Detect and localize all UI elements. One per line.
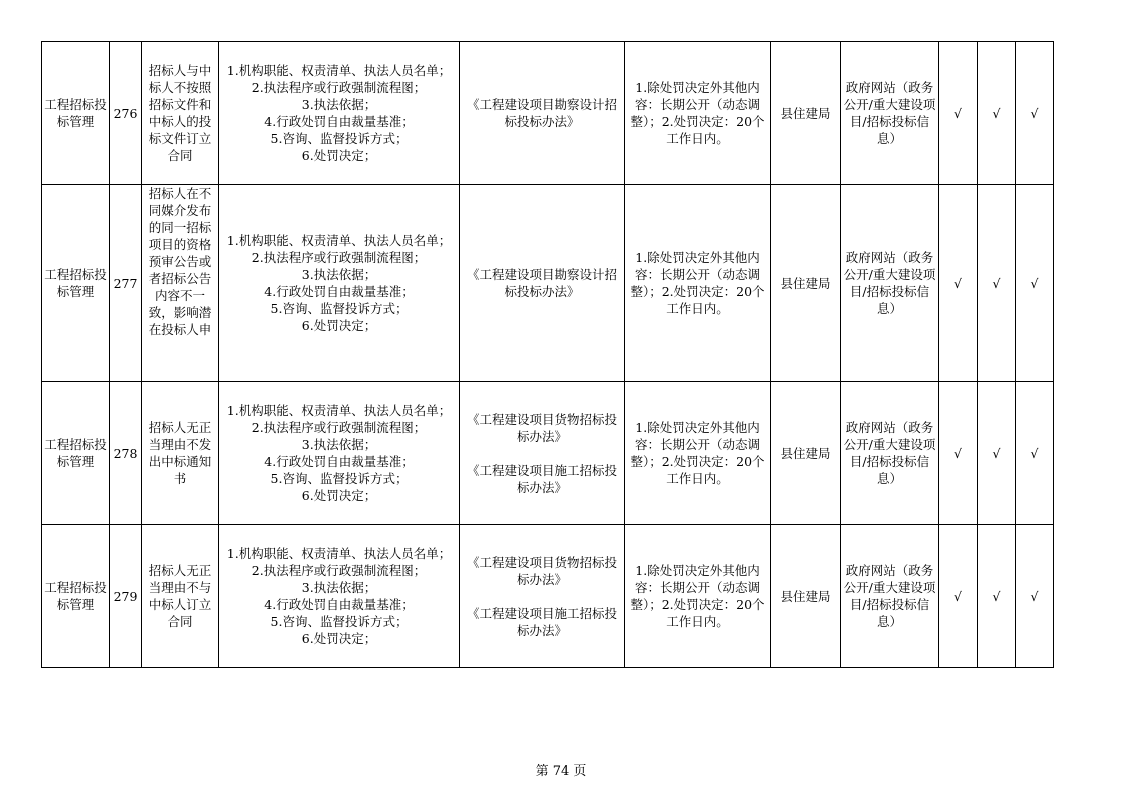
check-mark-cell: √: [1016, 382, 1054, 525]
basis-line: 《工程建设项目勘察设计招标投标办法》: [466, 97, 617, 129]
check-mark-cell: √: [939, 525, 978, 668]
subject-text: 招标人在不同媒介发布的同一招标项目的资格预审公告或者招标公告内容不一致，影响潜在投标人申: [148, 186, 212, 337]
check-mark-cell: √: [1016, 42, 1054, 185]
check-mark-cell: √: [1016, 525, 1054, 668]
content-line: 6.处罚决定；: [301, 488, 377, 503]
check-mark-cell: √: [939, 42, 978, 185]
check-mark-cell: √: [978, 382, 1016, 525]
content-line: 2.执法程序或行政强制流程图；: [251, 250, 427, 265]
table-row: [42, 525, 1054, 668]
timeframe-cell: 1.除处罚决定外其他内容：长期公开（动态调整）；2.处罚决定：20个工作日内。: [625, 185, 771, 382]
channel-cell: 政府网站（政务公开/重大建设项目/招标投标信息）: [841, 42, 939, 185]
basis-line: 《工程建设项目货物招标投标办法》: [466, 554, 617, 587]
content-line: 1.机构职能、权责清单、执法人员名单；: [226, 403, 452, 418]
subject-cell: [142, 185, 219, 382]
channel-cell: 政府网站（政务公开/重大建设项目/招标投标信息）: [841, 525, 939, 668]
disclosure-content-cell: [219, 525, 460, 668]
content-line: 1.机构职能、权责清单、执法人员名单；: [226, 63, 452, 78]
channel-cell: 政府网站（政务公开/重大建设项目/招标投标信息）: [841, 382, 939, 525]
content-line: 2.执法程序或行政强制流程图；: [251, 420, 427, 435]
item-number-cell: 276: [110, 42, 142, 185]
check-mark-cell: √: [978, 42, 1016, 185]
legal-basis-cell: [460, 382, 625, 525]
content-line: 3.执法依据；: [301, 97, 377, 112]
agency-cell: 县住建局: [771, 525, 841, 668]
disclosure-table: [41, 41, 1054, 668]
content-line: 5.咨询、监督投诉方式；: [270, 131, 408, 146]
basis-line: 《工程建设项目施工招标投标办法》: [466, 462, 617, 495]
content-line: 6.处罚决定；: [301, 631, 377, 646]
subject-cell: 招标人无正当理由不发出中标通知书: [142, 382, 219, 525]
content-line: 4.行政处罚自由裁量基准；: [264, 114, 414, 129]
table-row: [42, 185, 1054, 382]
check-mark-cell: √: [978, 525, 1016, 668]
category-cell: 工程招标投标管理: [42, 185, 110, 382]
page-number: 第 74 页: [535, 764, 587, 779]
basis-line: 《工程建设项目勘察设计招标投标办法》: [466, 267, 617, 299]
basis-line: 《工程建设项目施工招标投标办法》: [466, 605, 617, 638]
content-line: 2.执法程序或行政强制流程图；: [251, 563, 427, 578]
item-number-cell: 278: [110, 382, 142, 525]
legal-basis-cell: [460, 525, 625, 668]
content-line: 4.行政处罚自由裁量基准；: [264, 284, 414, 299]
check-mark-cell: √: [939, 185, 978, 382]
timeframe-cell: 1.除处罚决定外其他内容：长期公开（动态调整）；2.处罚决定：20个工作日内。: [625, 382, 771, 525]
content-line: 6.处罚决定；: [301, 318, 377, 333]
disclosure-content-cell: [219, 42, 460, 185]
channel-cell: 政府网站（政务公开/重大建设项目/招标投标信息）: [841, 185, 939, 382]
legal-basis-cell: [460, 42, 625, 185]
category-cell: 工程招标投标管理: [42, 525, 110, 668]
basis-line: 《工程建设项目货物招标投标办法》: [466, 411, 617, 444]
agency-cell: 县住建局: [771, 185, 841, 382]
content-line: 5.咨询、监督投诉方式；: [270, 471, 408, 486]
basis-spacer: [462, 445, 622, 462]
content-line: 3.执法依据；: [301, 580, 377, 595]
item-number-cell: 277: [110, 185, 142, 382]
subject-cell: 招标人无正当理由不与中标人订立合同: [142, 525, 219, 668]
content-line: 4.行政处罚自由裁量基准；: [264, 597, 414, 612]
subject-cell: 招标人与中标人不按照招标文件和中标人的投标文件订立合同: [142, 42, 219, 185]
check-mark-cell: √: [939, 382, 978, 525]
content-line: 1.机构职能、权责清单、执法人员名单；: [226, 233, 452, 248]
content-line: 5.咨询、监督投诉方式；: [270, 614, 408, 629]
content-line: 1.机构职能、权责清单、执法人员名单；: [226, 546, 452, 561]
timeframe-cell: 1.除处罚决定外其他内容：长期公开（动态调整）；2.处罚决定：20个工作日内。: [625, 42, 771, 185]
table-row: [42, 382, 1054, 525]
item-number-cell: 279: [110, 525, 142, 668]
content-line: 4.行政处罚自由裁量基准；: [264, 454, 414, 469]
content-line: 3.执法依据；: [301, 267, 377, 282]
legal-basis-cell: [460, 185, 625, 382]
check-mark-cell: √: [1016, 185, 1054, 382]
agency-cell: 县住建局: [771, 382, 841, 525]
agency-cell: 县住建局: [771, 42, 841, 185]
content-line: 6.处罚决定；: [301, 148, 377, 163]
category-cell: 工程招标投标管理: [42, 42, 110, 185]
content-line: 3.执法依据；: [301, 437, 377, 452]
category-cell: 工程招标投标管理: [42, 382, 110, 525]
content-line: 2.执法程序或行政强制流程图；: [251, 80, 427, 95]
timeframe-cell: 1.除处罚决定外其他内容：长期公开（动态调整）；2.处罚决定：20个工作日内。: [625, 525, 771, 668]
basis-spacer: [462, 588, 622, 605]
table-row: [42, 42, 1054, 185]
disclosure-content-cell: [219, 382, 460, 525]
disclosure-content-cell: [219, 185, 460, 382]
content-line: 5.咨询、监督投诉方式；: [270, 301, 408, 316]
check-mark-cell: √: [978, 185, 1016, 382]
